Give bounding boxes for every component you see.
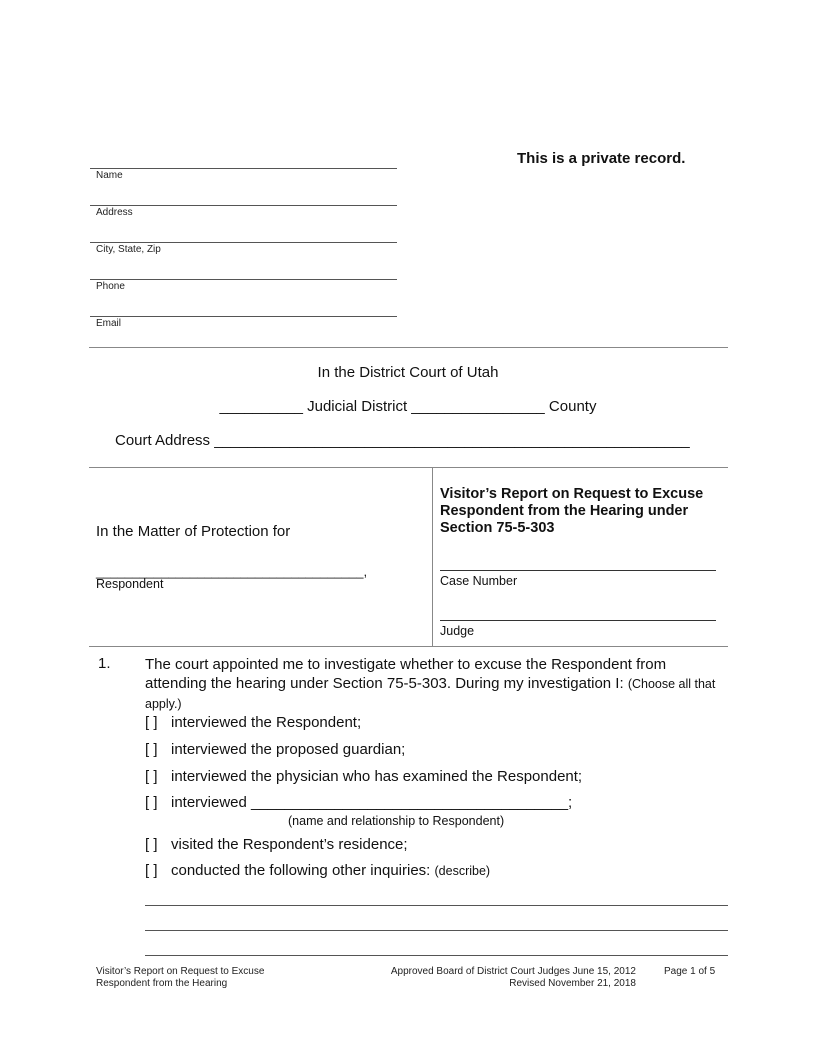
option-interviewed-respondent[interactable]: [145, 714, 361, 731]
divider: [89, 347, 728, 348]
judge-field[interactable]: [440, 620, 716, 621]
option-interviewed-physician[interactable]: [145, 768, 582, 785]
option-label[interactable]: interviewed ______________________________________;: [171, 794, 573, 811]
checkbox[interactable]: [ ]: [145, 768, 158, 785]
option-label-tail: Respondent’s residence;: [242, 836, 408, 853]
footer-form-title: [96, 966, 264, 990]
checkbox[interactable]: [ ]: [145, 862, 158, 879]
checkbox[interactable]: [ ]: [145, 741, 158, 758]
option-other-inquiries[interactable]: [145, 862, 490, 879]
inquiry-line[interactable]: [145, 905, 728, 906]
option-label: interviewed the Respondent;: [171, 714, 362, 731]
phone-label: Phone: [96, 281, 125, 292]
respondent-name-field[interactable]: _____________________________________,: [96, 564, 368, 579]
case-number-field[interactable]: [440, 570, 716, 571]
caption-divider: [432, 468, 433, 647]
name-field[interactable]: [90, 168, 397, 169]
option-interviewed-guardian[interactable]: [145, 741, 405, 758]
address-field[interactable]: [90, 205, 397, 206]
option-label: interviewed the proposed guardian;: [171, 741, 406, 758]
interviewee-caption: (name and relationship to Respondent): [288, 814, 505, 828]
footer-approved-date: Approved Board of District Court Judges June 15, 2012: [390, 966, 636, 977]
email-field[interactable]: [90, 316, 397, 317]
footer-title-line: Visitor’s Report on Request to Excuse: [96, 966, 265, 977]
inquiry-line[interactable]: [145, 930, 728, 931]
phone-field[interactable]: [90, 279, 397, 280]
footer-approval: [372, 966, 636, 990]
case-number-label: Case Number: [440, 574, 518, 588]
item-body: The court appointed me to investigate whether to excuse the Respondent from attending the hearing under Section 75-5-303. During my investigation I:: [145, 656, 667, 692]
option-label: visited the: [171, 836, 243, 853]
court-address-line[interactable]: Court Address _________________________________________________________: [115, 432, 690, 449]
matter-heading: In the Matter of Protection for: [96, 523, 291, 540]
divider: [89, 467, 728, 468]
address-label: Address: [96, 207, 133, 218]
inquiry-line[interactable]: [145, 955, 728, 956]
divider: [89, 646, 728, 647]
court-title: In the District Court of Utah: [317, 364, 499, 381]
option-visited-residence[interactable]: [145, 836, 408, 853]
private-record-notice: This is a private record.: [517, 150, 686, 167]
option-interviewed-other[interactable]: [145, 794, 572, 811]
checkbox[interactable]: [ ]: [145, 836, 158, 853]
respondent-label: Respondent: [96, 577, 164, 591]
city-state-zip-field[interactable]: [90, 242, 397, 243]
judicial-district-line[interactable]: __________ Judicial District ________________ County: [219, 398, 597, 415]
email-label: Email: [96, 318, 122, 329]
item-number: 1.: [98, 655, 111, 672]
document-title: Visitor’s Report on Request to Excuse Respondent from the Hearing under Section 75-5-303: [440, 486, 704, 536]
checkbox[interactable]: [ ]: [145, 714, 158, 731]
footer-revised-date: Revised November 21, 2018: [509, 978, 636, 989]
item-note: (Choose all that apply.): [145, 677, 716, 711]
option-note: (describe): [434, 864, 491, 878]
name-label: Name: [96, 170, 123, 181]
page-number: Page 1 of 5: [664, 966, 716, 977]
city-state-zip-label: City, State, Zip: [96, 244, 161, 255]
footer-title-line: Respondent from the Hearing: [96, 978, 228, 989]
checkbox[interactable]: [ ]: [145, 794, 158, 811]
option-label: conducted the following other inquiries:: [171, 862, 435, 879]
judge-label: Judge: [440, 624, 475, 638]
item-text: [145, 655, 725, 714]
option-label: interviewed the physician who has examined the Respondent;: [171, 768, 583, 785]
